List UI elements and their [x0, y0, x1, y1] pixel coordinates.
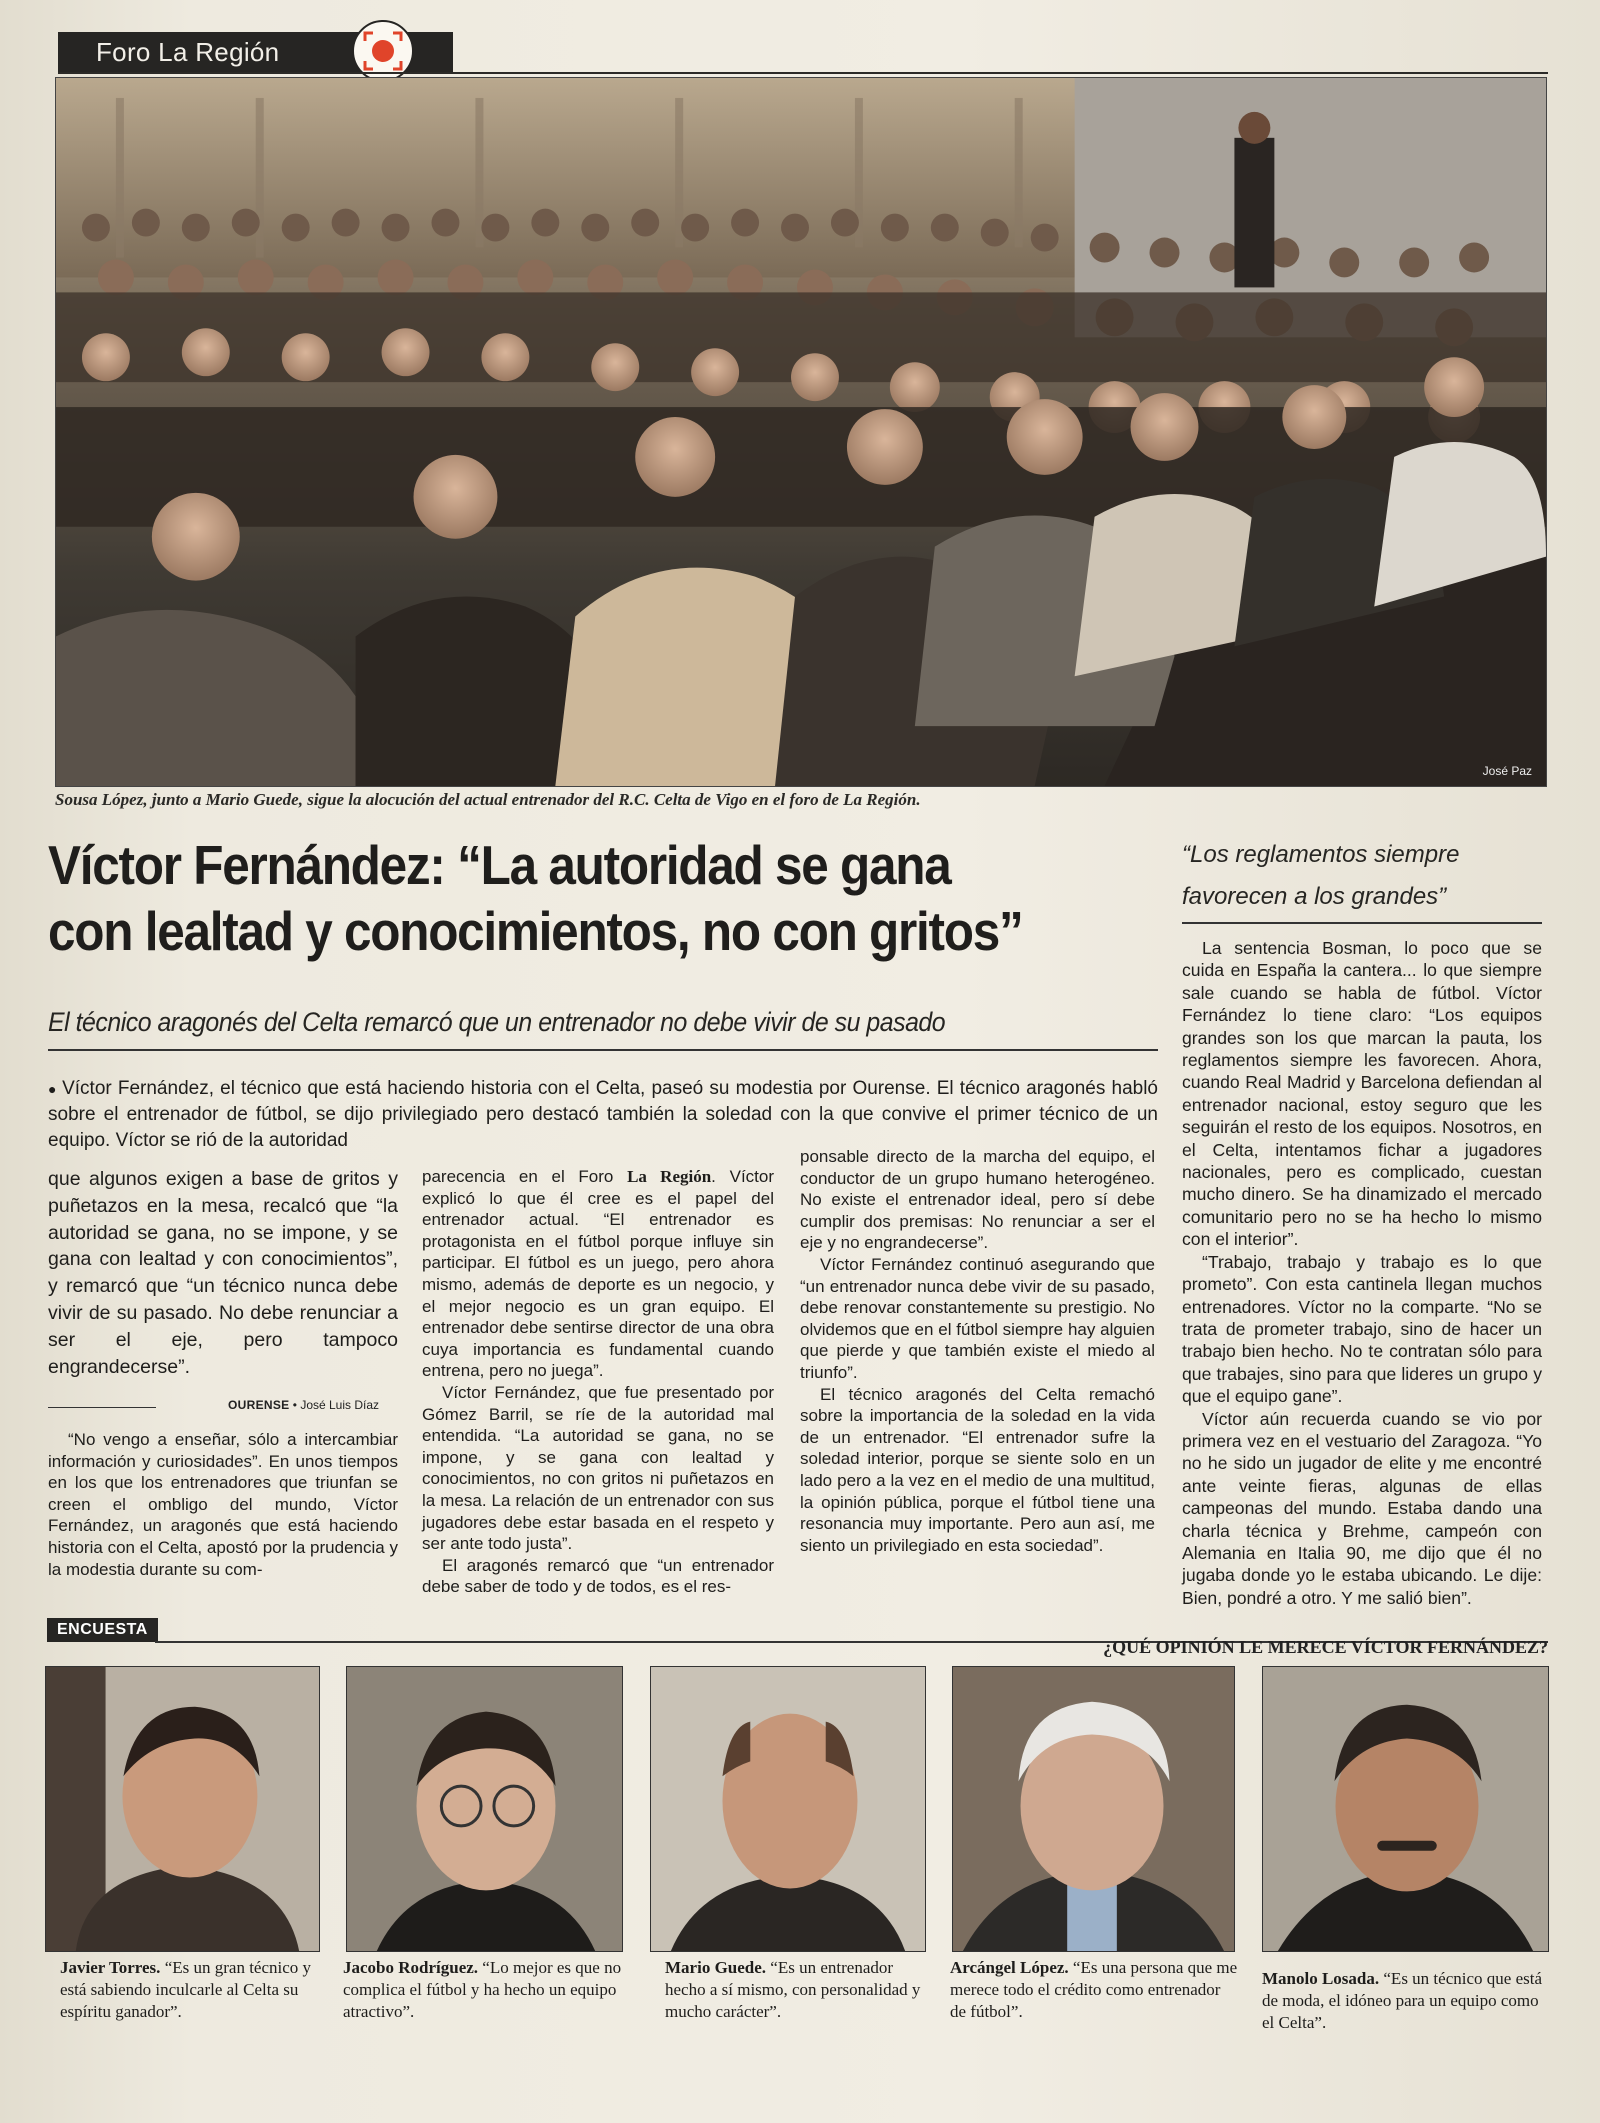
response-2-quote: “Lo mejor es que no complica el fútbol y ha hecho un equipo atractivo”.: [343, 1958, 622, 2021]
response-5-name: Manolo Losada.: [1262, 1969, 1380, 1988]
byline-rule: [48, 1407, 156, 1408]
survey-response-2: [343, 1957, 623, 2023]
article-column-3: [800, 1146, 1155, 1556]
header-rule: [58, 72, 1548, 74]
response-5-quote: “Es un técnico que está de moda, el idóneo para un equipo como el Celta”.: [1262, 1969, 1542, 2032]
sidebar-title-line-2: favorecen a los grandes”: [1182, 883, 1447, 910]
col2-p1-pre: parecencia en el Foro: [422, 1167, 628, 1186]
subheadline: El técnico aragonés del Celta remarcó que un entrenador no debe vivir de su pasado: [48, 1007, 946, 1037]
response-3-quote: “Es un entrenador hecho a sí mismo, con personalidad y mucho carácter”.: [665, 1958, 921, 2021]
sidebar-paragraph-1: La sentencia Bosman, lo poco que se cuida en España la cantera... lo que siempre sale cuando se habla de fútbol. Víctor Fernández lo tiene claro: “Los equipos grandes son los que marcan la pauta, los reglamentos siempre les favorecen. Ahora, cuando Real Madrid y Barcelona defiendan al entrenador nacional, estoy seguro que les seguirán el resto de los equipos. Nosotros, en el Celta, intentamos fichar a jugadores nacionales, pero es complicado, cuestan mucho dinero. Se ha dinamizado el mercado comunitario pero no se ha hecho lo mismo con el interior”.: [1182, 938, 1542, 1250]
byline: OURENSE • José Luis Díaz: [228, 1398, 380, 1412]
photo-credit: José Paz: [1482, 764, 1532, 778]
col2-p1-post: . Víctor explicó lo que él cree es el papel del entrenador actual. “El entrenador es protagonista en el fútbol porque influye sin participar. El fútbol es un juego, pero ahora mismo, además de deporte es un negocio, y el mejor negocio es un gran equipo. El entrenador debe sentirse director de una obra cuya importancia es fundamental cuando entrena, pero no juega”.: [422, 1167, 775, 1381]
survey-response-3: [665, 1957, 930, 2023]
response-2-name: Jacobo Rodríguez.: [343, 1958, 479, 1977]
survey-question: ¿QUÉ OPINIÓN LE MERECE VÍCTOR FERNÁNDEZ?: [1103, 1637, 1548, 1657]
col2-paragraph-2: Víctor Fernández, que fue presentado por Gómez Barril, se ríe de la autoridad mal entendida. “La autoridad se gana, no se impone, y se gana con lealtad y conocimientos, no con gritos ni puñetazos en la mesa. La relación de un entrenador con sus jugadores debe estar basada en el respeto y ser ante todo justa”.: [422, 1382, 774, 1554]
portrait-jacobo-rodriguez: [346, 1666, 623, 1952]
sidebar-paragraph-3: Víctor aún recuerda cuando se vio por primera vez en el vestuario del Zaragoza. “Yo no he sido un jugador de elite y me encontré ante veinte fieras, algunas de ellas campeonas del mundo. Estaba dando una charla técnica y Brehme, campeón con Alemania en Italia 90, me dijo que él no jugaba donde yo le estaba ubicando. Le dije: Bien, pondré a otro. Y me salió bien”.: [1182, 1408, 1542, 1608]
survey-response-1: [60, 1957, 325, 2023]
col3-paragraph-1: ponsable directo de la marcha del equipo, el conductor de un grupo humano heterogéneo. No existe el entrenador ideal, pero sí debe cumplir dos premisas: No renunciar a ser el eje y no engrandecerse”.: [800, 1147, 1155, 1253]
survey-tag: ENCUESTA: [47, 1618, 158, 1642]
article-intro: [48, 1076, 1158, 1154]
col2-paragraph-3: El aragonés remarcó que “un entrenador debe saber de todo y de todos, es el res-: [422, 1555, 774, 1597]
col3-paragraph-3: El técnico aragonés del Celta remachó sobre la importancia de la soledad en la vida de un entrenador. “El entrenador sufre la soledad interior, porque se siente solo en un lado pero a la vez en el medio de una multitud, la opinión pública, porque el fútbol tiene una resonancia muy importante. Pero aun así, me siento un privilegiado en esta sociedad”.: [800, 1384, 1155, 1555]
col2-brand: La Región: [627, 1167, 712, 1186]
sidebar-body: [1182, 937, 1542, 1609]
audience-photo: [55, 77, 1547, 787]
response-3-name: Mario Guede.: [665, 1958, 767, 1977]
byline-place: OURENSE: [228, 1398, 290, 1412]
survey-response-5: [1262, 1968, 1552, 2034]
portrait-javier-torres: [45, 1666, 320, 1952]
portrait-mario-guede: [650, 1666, 926, 1952]
response-1-quote: “Es un gran técnico y está sabiendo inculcarle al Celta su espíritu ganador”.: [60, 1958, 312, 2021]
col3-paragraph-2: Víctor Fernández continuó asegurando que “un entrenador nunca debe vivir de su pasado, debe renovar constantemente su prestigio. No olvidemos que en el fútbol siempre hay alguien que pierde y que también existe el miedo al triunfo”.: [800, 1254, 1155, 1382]
headline: [48, 832, 1065, 964]
headline-line-1: Víctor Fernández: “La autoridad se gana: [48, 834, 951, 896]
response-4-name: Arcángel López.: [950, 1958, 1069, 1977]
sidebar-title-line-1: “Los reglamentos siempre: [1182, 841, 1460, 868]
subhead-rule: [48, 1049, 1158, 1051]
article-lead: que algunos exigen a base de gritos y puñetazos en la mesa, recalcó que “la autoridad se gana, no se impone, y se gana con lealtad y con conocimientos”, y remarcó que “un técnico nunca debe vivir de su pasado. No debe renunciar a ser el eje, pero tampoco engrandecerse”.: [48, 1168, 398, 1378]
article-column-2: [422, 1166, 774, 1598]
headline-line-2: con lealtad y conocimientos, no con gritos”: [48, 900, 1023, 962]
byline-author: José Luis Díaz: [300, 1398, 380, 1412]
sidebar-title: [1182, 834, 1542, 918]
intro-text: Víctor Fernández, el técnico que está haciendo historia con el Celta, paseó su modestia por Ourense. El técnico aragonés habló sobre el entrenador de fútbol, se dijo privilegiado pero destacó también la soledad con la que convive el primer técnico de un equipo. Víctor se rió de la autoridad: [48, 1078, 1158, 1151]
response-4-quote: “Es una persona que me merece todo el crédito como entrenador de fútbol”.: [950, 1958, 1238, 2021]
portrait-manolo-losada: [1262, 1666, 1549, 1952]
article-column-1: “No vengo a enseñar, sólo a intercambiar información y curiosidades”. En unos tiempos en los que los entrenadores que triunfan se creen el ombligo del mundo, Víctor Fernández, un aragonés que está haciendo historia con el Celta, apostó por la prudencia y la modestia durante su com-: [48, 1430, 398, 1579]
survey-response-4: [950, 1957, 1240, 2023]
bullet-icon: ●: [48, 1081, 63, 1097]
response-1-name: Javier Torres.: [60, 1958, 161, 1977]
photo-caption: Sousa López, junto a Mario Guede, sigue la alocución del actual entrenador del R.C. Celta de Vigo en el foro de La Región.: [55, 790, 921, 809]
sidebar-rule: [1182, 922, 1542, 924]
sidebar-paragraph-2: “Trabajo, trabajo y trabajo es lo que prometo”. Con esta cantinela llegan muchos entrenadores. Víctor no la comparte. “No se trata de prometer trabajo, sino de hacer un trabajo bien hecho. No te contratan sólo para que trabajes, sino para que lideres un grupo y que el equipo gane”.: [1182, 1251, 1542, 1407]
section-title: Foro La Región: [96, 36, 280, 67]
portrait-arcangel-lopez: [952, 1666, 1235, 1952]
